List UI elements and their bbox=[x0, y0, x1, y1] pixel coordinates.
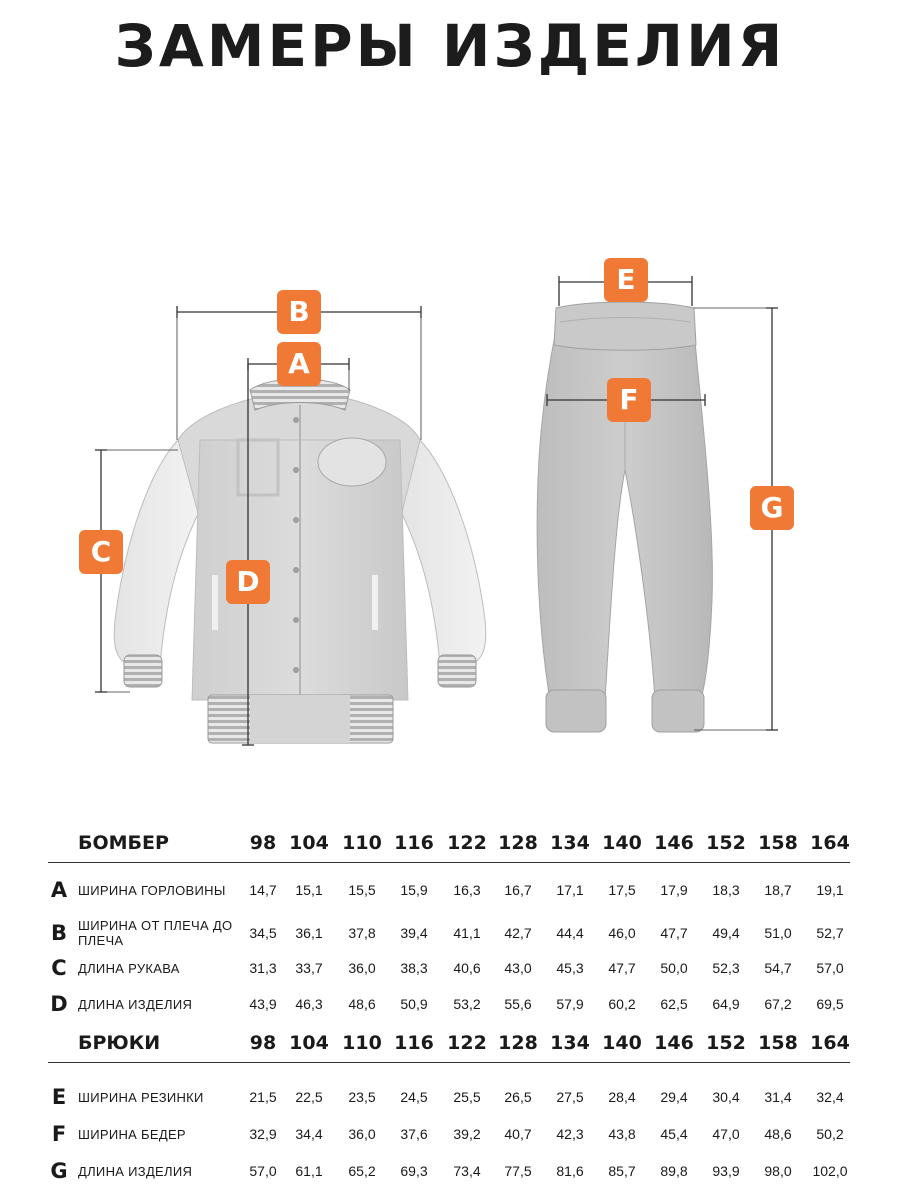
table-cell: 46,0 bbox=[608, 925, 636, 941]
table-cell: 29,4 bbox=[660, 1089, 688, 1105]
size-header-104: 104 bbox=[289, 1032, 329, 1054]
size-header-110: 110 bbox=[342, 832, 382, 854]
label-e-badge: E bbox=[604, 258, 648, 302]
table-cell: 54,7 bbox=[764, 960, 792, 976]
row-name: ДЛИНА ИЗДЕЛИЯ bbox=[78, 1163, 193, 1179]
row-letter-e: E bbox=[51, 1085, 67, 1109]
size-header-122: 122 bbox=[447, 832, 487, 854]
table-cell: 52,7 bbox=[816, 925, 844, 941]
table-cell: 36,1 bbox=[295, 925, 323, 941]
table-cell: 31,3 bbox=[249, 960, 277, 976]
row-letter-c: C bbox=[51, 956, 67, 980]
table-cell: 17,5 bbox=[608, 882, 636, 898]
size-header-134: 134 bbox=[550, 1032, 590, 1054]
row-name: ШИРИНА ОТ ПЛЕЧА ДО ПЛЕЧА bbox=[78, 918, 233, 948]
size-header-98: 98 bbox=[249, 832, 277, 854]
table-cell: 57,0 bbox=[816, 960, 844, 976]
table-cell: 47,0 bbox=[712, 1126, 740, 1142]
label-c-badge: C bbox=[79, 530, 123, 574]
row-name: ШИРИНА ГОРЛОВИНЫ bbox=[78, 882, 226, 898]
size-header-140: 140 bbox=[602, 832, 642, 854]
bomber-header-row bbox=[0, 828, 900, 858]
page-title: ЗАМЕРЫ ИЗДЕЛИЯ bbox=[114, 12, 786, 80]
label-f-badge: F bbox=[607, 378, 651, 422]
table-cell: 41,1 bbox=[453, 925, 481, 941]
table-cell: 39,4 bbox=[400, 925, 428, 941]
size-header-116: 116 bbox=[394, 832, 434, 854]
table-cell: 89,8 bbox=[660, 1163, 688, 1179]
table-cell: 24,5 bbox=[400, 1089, 428, 1105]
table-cell: 36,0 bbox=[348, 960, 376, 976]
table-row bbox=[0, 1079, 900, 1115]
table-cell: 69,3 bbox=[400, 1163, 428, 1179]
table-cell: 50,2 bbox=[816, 1126, 844, 1142]
table-cell: 25,5 bbox=[453, 1089, 481, 1105]
size-header-146: 146 bbox=[654, 832, 694, 854]
table-cell: 39,2 bbox=[453, 1126, 481, 1142]
table-cell: 40,7 bbox=[504, 1126, 532, 1142]
size-header-164: 164 bbox=[810, 1032, 850, 1054]
table-cell: 22,5 bbox=[295, 1089, 323, 1105]
table-cell: 38,3 bbox=[400, 960, 428, 976]
table-cell: 69,5 bbox=[816, 996, 844, 1012]
label-b-badge: B bbox=[277, 290, 321, 334]
table-cell: 15,9 bbox=[400, 882, 428, 898]
table-cell: 21,5 bbox=[249, 1089, 277, 1105]
table-row bbox=[0, 1116, 900, 1152]
size-header-104: 104 bbox=[289, 832, 329, 854]
table-cell: 18,7 bbox=[764, 882, 792, 898]
table-cell: 43,9 bbox=[249, 996, 277, 1012]
table-cell: 33,7 bbox=[295, 960, 323, 976]
size-header-164: 164 bbox=[810, 832, 850, 854]
pants-header-label: БРЮКИ bbox=[78, 1032, 161, 1054]
table-cell: 98,0 bbox=[764, 1163, 792, 1179]
table-cell: 37,6 bbox=[400, 1126, 428, 1142]
table-row bbox=[0, 872, 900, 908]
table-cell: 32,4 bbox=[816, 1089, 844, 1105]
size-header-122: 122 bbox=[447, 1032, 487, 1054]
table-cell: 77,5 bbox=[504, 1163, 532, 1179]
table-cell: 17,9 bbox=[660, 882, 688, 898]
label-g-badge: G bbox=[750, 486, 794, 530]
table-cell: 85,7 bbox=[608, 1163, 636, 1179]
row-letter-f: F bbox=[51, 1122, 67, 1146]
row-letter-b: B bbox=[50, 921, 67, 945]
size-header-140: 140 bbox=[602, 1032, 642, 1054]
table-cell: 47,7 bbox=[608, 960, 636, 976]
table-cell: 30,4 bbox=[712, 1089, 740, 1105]
table-cell: 49,4 bbox=[712, 925, 740, 941]
table-cell: 57,9 bbox=[556, 996, 584, 1012]
label-d-badge: D bbox=[226, 560, 270, 604]
table-cell: 53,2 bbox=[453, 996, 481, 1012]
pants bbox=[537, 302, 712, 732]
table-cell: 67,2 bbox=[764, 996, 792, 1012]
table-cell: 34,4 bbox=[295, 1126, 323, 1142]
table-cell: 23,5 bbox=[348, 1089, 376, 1105]
table-row bbox=[0, 915, 900, 951]
table-cell: 18,3 bbox=[712, 882, 740, 898]
label-a-badge: A bbox=[277, 342, 321, 386]
table-cell: 16,7 bbox=[504, 882, 532, 898]
table-cell: 55,6 bbox=[504, 996, 532, 1012]
pants-header-row bbox=[0, 1028, 900, 1058]
table-cell: 81,6 bbox=[556, 1163, 584, 1179]
table-cell: 15,5 bbox=[348, 882, 376, 898]
size-header-110: 110 bbox=[342, 1032, 382, 1054]
table-cell: 50,0 bbox=[660, 960, 688, 976]
table-cell: 42,7 bbox=[504, 925, 532, 941]
table-cell: 16,3 bbox=[453, 882, 481, 898]
size-header-158: 158 bbox=[758, 832, 798, 854]
row-name: ШИРИНА РЕЗИНКИ bbox=[78, 1089, 204, 1105]
table-cell: 34,5 bbox=[249, 925, 277, 941]
table-cell: 61,1 bbox=[295, 1163, 323, 1179]
table-cell: 14,7 bbox=[249, 882, 277, 898]
table-cell: 40,6 bbox=[453, 960, 481, 976]
size-header-98: 98 bbox=[249, 1032, 277, 1054]
table-cell: 60,2 bbox=[608, 996, 636, 1012]
table-cell: 43,8 bbox=[608, 1126, 636, 1142]
table-cell: 36,0 bbox=[348, 1126, 376, 1142]
bomber-jacket bbox=[114, 379, 486, 743]
size-header-128: 128 bbox=[498, 1032, 538, 1054]
table-cell: 17,1 bbox=[556, 882, 584, 898]
table-cell: 19,1 bbox=[816, 882, 844, 898]
row-name: ШИРИНА БЕДЕР bbox=[78, 1126, 186, 1142]
size-header-158: 158 bbox=[758, 1032, 798, 1054]
table-cell: 15,1 bbox=[295, 882, 323, 898]
table-cell: 57,0 bbox=[249, 1163, 277, 1179]
size-header-128: 128 bbox=[498, 832, 538, 854]
table-cell: 31,4 bbox=[764, 1089, 792, 1105]
table-cell: 46,3 bbox=[295, 996, 323, 1012]
size-header-152: 152 bbox=[706, 832, 746, 854]
table-cell: 52,3 bbox=[712, 960, 740, 976]
table-row bbox=[0, 950, 900, 986]
table-cell: 27,5 bbox=[556, 1089, 584, 1105]
table-cell: 51,0 bbox=[764, 925, 792, 941]
row-letter-d: D bbox=[50, 992, 68, 1016]
row-name: ДЛИНА ИЗДЕЛИЯ bbox=[78, 996, 193, 1012]
bomber-header-rule bbox=[48, 862, 850, 863]
table-cell: 43,0 bbox=[504, 960, 532, 976]
table-cell: 47,7 bbox=[660, 925, 688, 941]
table-cell: 65,2 bbox=[348, 1163, 376, 1179]
table-cell: 48,6 bbox=[348, 996, 376, 1012]
size-header-152: 152 bbox=[706, 1032, 746, 1054]
table-cell: 102,0 bbox=[812, 1163, 848, 1179]
table-cell: 73,4 bbox=[453, 1163, 481, 1179]
table-cell: 37,8 bbox=[348, 925, 376, 941]
table-cell: 50,9 bbox=[400, 996, 428, 1012]
bomber-header-label: БОМБЕР bbox=[78, 832, 169, 854]
table-cell: 28,4 bbox=[608, 1089, 636, 1105]
row-letter-g: G bbox=[50, 1159, 68, 1183]
table-cell: 45,4 bbox=[660, 1126, 688, 1142]
size-header-116: 116 bbox=[394, 1032, 434, 1054]
table-cell: 64,9 bbox=[712, 996, 740, 1012]
table-cell: 26,5 bbox=[504, 1089, 532, 1105]
size-header-134: 134 bbox=[550, 832, 590, 854]
table-cell: 32,9 bbox=[249, 1126, 277, 1142]
table-cell: 48,6 bbox=[764, 1126, 792, 1142]
table-row bbox=[0, 1153, 900, 1189]
size-header-146: 146 bbox=[654, 1032, 694, 1054]
table-row bbox=[0, 986, 900, 1022]
pants-header-rule bbox=[48, 1062, 850, 1063]
row-letter-a: A bbox=[50, 878, 68, 902]
table-cell: 44,4 bbox=[556, 925, 584, 941]
table-cell: 42,3 bbox=[556, 1126, 584, 1142]
table-cell: 93,9 bbox=[712, 1163, 740, 1179]
table-cell: 62,5 bbox=[660, 996, 688, 1012]
row-name: ДЛИНА РУКАВА bbox=[78, 960, 180, 976]
table-cell: 45,3 bbox=[556, 960, 584, 976]
